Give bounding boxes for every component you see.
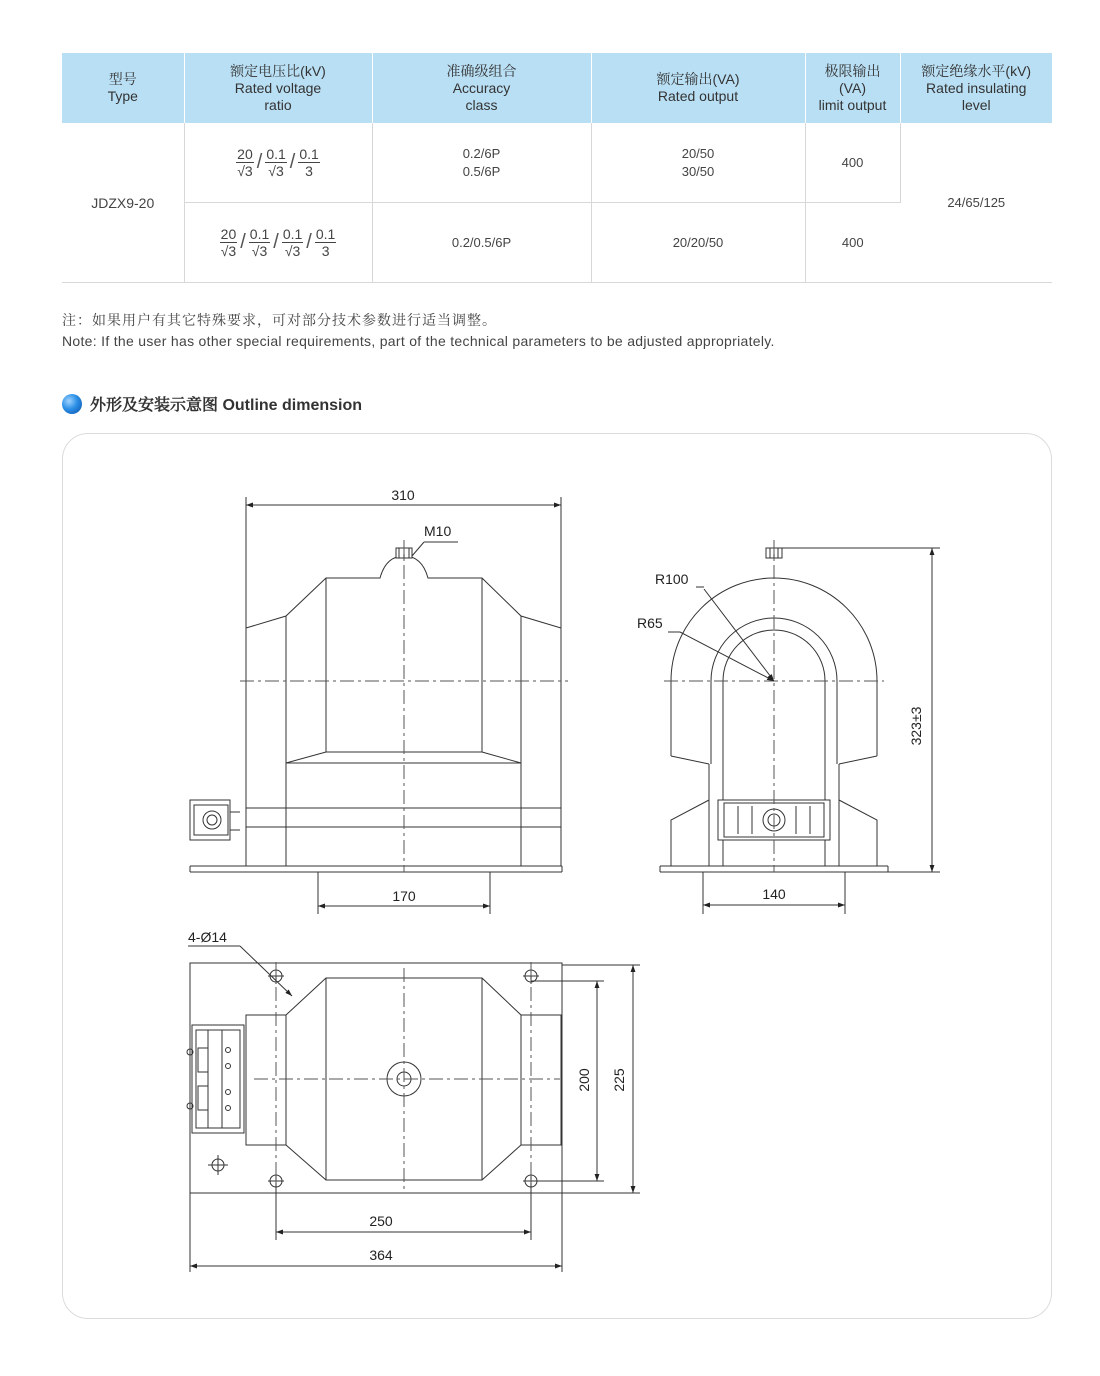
insulation-cell: 24/65/125 bbox=[900, 123, 1052, 283]
plan-view bbox=[187, 946, 640, 1272]
dim-364: 364 bbox=[369, 1247, 393, 1263]
limit-cell: 400 bbox=[805, 123, 900, 203]
model-cell: JDZX9-20 bbox=[62, 123, 184, 283]
dim-r100: R100 bbox=[655, 571, 689, 587]
note-english: Note: If the user has other special requirements, part of the technical parameters to be adjusted appropriately. bbox=[62, 333, 775, 349]
dim-310: 310 bbox=[391, 487, 415, 503]
ratio-cell: $\frac{20}{√3}$ / $\frac{0.1}{√3}$ / $\frac{0.1}{3}$ bbox=[184, 123, 372, 203]
header-voltage-ratio: 额定电压比(kV) Rated voltage ratio bbox=[184, 53, 372, 123]
header-type: 型号 Type bbox=[62, 53, 184, 123]
note-chinese: 注：如果用户有其它特殊要求，可对部分技术参数进行适当调整。 bbox=[62, 312, 497, 328]
dim-m10: M10 bbox=[424, 523, 452, 539]
dim-200: 200 bbox=[576, 1068, 592, 1092]
accuracy-cell: 0.2/6P 0.5/6P bbox=[372, 123, 591, 203]
header-accuracy: 准确级组合 Accuracy class bbox=[372, 53, 591, 123]
front-view bbox=[190, 497, 568, 914]
section-title: 外形及安装示意图 Outline dimension bbox=[90, 397, 363, 414]
side-view bbox=[660, 540, 940, 914]
dim-r65: R65 bbox=[637, 615, 663, 631]
dim-250: 250 bbox=[369, 1213, 393, 1229]
header-rated-output: 额定输出(VA) Rated output bbox=[591, 53, 805, 123]
output-cell: 20/50 30/50 bbox=[591, 123, 805, 203]
dim-140: 140 bbox=[762, 886, 786, 902]
limit-cell: 400 bbox=[805, 203, 900, 283]
ratio-cell: $\frac{20}{√3}$ / $\frac{0.1}{√3}$ / $\frac{0.1}{√3}$ / $\frac{0.1}{3}$ bbox=[184, 203, 372, 283]
header-limit-output: 极限输出 (VA) limit output bbox=[805, 53, 900, 123]
dim-323: 323±3 bbox=[908, 706, 924, 746]
dim-holes: 4-Ø14 bbox=[188, 929, 227, 945]
header-insulation: 额定绝缘水平(kV) Rated insulating level bbox=[900, 53, 1052, 123]
accuracy-cell: 0.2/0.5/6P bbox=[372, 203, 591, 283]
dim-225: 225 bbox=[611, 1068, 627, 1092]
dim-170: 170 bbox=[392, 888, 416, 904]
output-cell: 20/20/50 bbox=[591, 203, 805, 283]
